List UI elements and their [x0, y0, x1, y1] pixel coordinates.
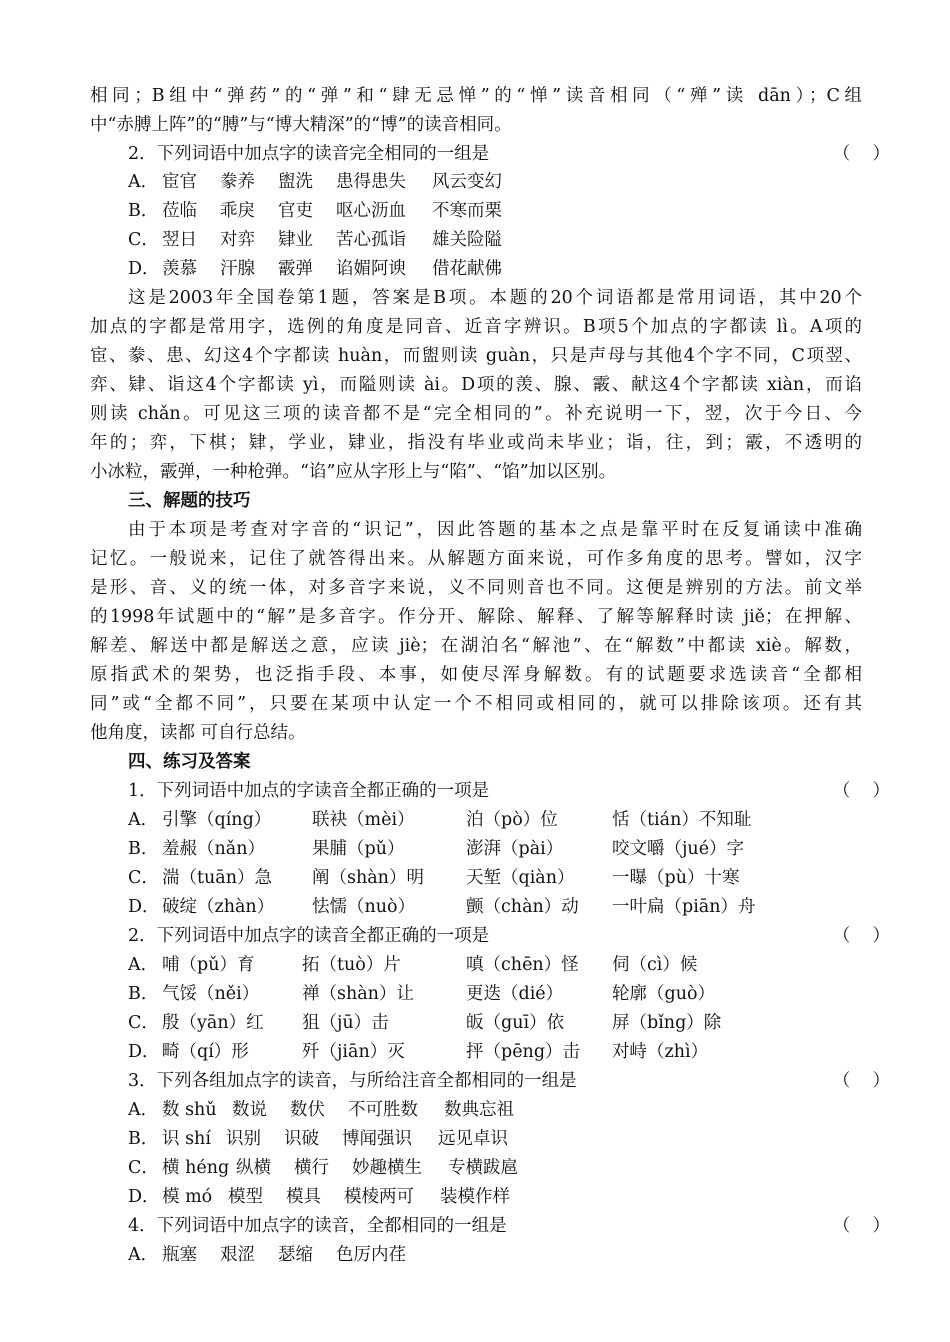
- paragraph-line: 这是2003年全国卷第1题，答案是B项。本题的20个词语都是常用词语，其中20个: [128, 288, 862, 308]
- paragraph-line: 小冰粒，霰弹，一种枪弹。“谄”应从字形上与“陷”、“馅”加以区别。: [90, 462, 617, 482]
- option-letter: B．: [128, 839, 159, 859]
- word: 果脯（pǔ）: [312, 839, 405, 859]
- word: 霰弹: [278, 259, 313, 279]
- paragraph-line: 年的；弈，下棋；肄，学业，肄业，指没有毕业或尚未毕业；诣，往，到；霰，不透明的: [90, 433, 862, 453]
- word: 一叶扁（piān）舟: [612, 897, 756, 917]
- word: 莅临: [162, 201, 197, 221]
- paragraph-line: 解差、解送中都是解送之意，应读 jiè；在湖泊名“解池”、在“解数”中都读 xiè。解数，: [90, 636, 862, 656]
- word: 患得患失: [336, 172, 406, 192]
- paragraph-line: 中“赤膊上阵”的“膊”与“博大精深”的“博”的读音相同。: [90, 115, 512, 135]
- option-letter: C．: [128, 1158, 159, 1178]
- ex3-option-c: [128, 1154, 900, 1183]
- paragraph-line: 同”或“全都不同”，只要在某项中认定一个不相同或相同的，就可以排除该项。还有其: [90, 694, 862, 714]
- ex1-option-b: [128, 835, 900, 864]
- paragraph-line: 的1998年试题中的“解”是多音字。作分开、解除、解释、了解等解释时读 jiě；在押解、: [90, 607, 862, 627]
- word: 乖戾: [220, 201, 255, 221]
- option-letter: D．: [128, 1042, 160, 1062]
- answer-paren: （ ）: [832, 1216, 890, 1236]
- paragraph-line: 则读 chǎn。可见这三项的读音都不是“完全相同的”。补充说明一下，翌，次于今日、今: [90, 404, 862, 424]
- word: 屏（bǐng）除: [612, 1013, 722, 1033]
- option-letter: A．: [128, 810, 159, 830]
- ex2-option-c: [128, 1009, 900, 1038]
- word: 对峙（zhì）: [612, 1042, 709, 1062]
- word: 翌日: [162, 230, 197, 250]
- word: 雄关险隘: [432, 230, 502, 250]
- paragraph-line: 是形、音、义的统一体，对多音字来说，义不同则音也不同。这便是辨别的方法。前文举: [90, 578, 862, 598]
- word: 歼（jiān）灭: [302, 1042, 405, 1062]
- word: 横行: [294, 1158, 329, 1178]
- ex2-option-a: [128, 951, 900, 980]
- option-letter: B．: [128, 984, 159, 1004]
- ex3-option-b: [128, 1125, 900, 1154]
- word: 数说: [232, 1100, 267, 1120]
- word: 轮廓（guò）: [612, 984, 716, 1004]
- word: 盥洗: [278, 172, 313, 192]
- word: 禅（shàn）让: [302, 984, 414, 1004]
- word: 气馁（něi）: [162, 984, 260, 1004]
- paragraph-line: 他角度，读都 可自行总结。: [90, 723, 306, 743]
- q2-option-b: [128, 197, 900, 226]
- q2-option-a: [128, 168, 900, 197]
- ex3-option-a: [128, 1096, 900, 1125]
- word: 哺（pǔ）育: [162, 955, 255, 975]
- q2-option-d: [128, 255, 900, 284]
- word: 装模作样: [440, 1187, 510, 1207]
- word: 远见卓识: [438, 1129, 508, 1149]
- word: 数伏: [290, 1100, 325, 1120]
- word: 瓶塞: [162, 1245, 197, 1265]
- option-letter: A．: [128, 955, 159, 975]
- word: 破绽（zhàn）: [162, 897, 275, 917]
- word: 识破: [284, 1129, 319, 1149]
- paragraph-line: 记忆。一般说来，记住了就答得出来。从解题方面来说，可作多角度的思考。譬如，汉字: [90, 549, 862, 569]
- word: 汗腺: [220, 259, 255, 279]
- answer-paren: （ ）: [832, 781, 890, 801]
- word: 不寒而栗: [432, 201, 502, 221]
- word: 横 héng: [162, 1158, 230, 1178]
- word: 风云变幻: [432, 172, 502, 192]
- word: 湍（tuān）急: [162, 868, 273, 888]
- option-letter: B．: [128, 1129, 159, 1149]
- word: 专横跋扈: [448, 1158, 518, 1178]
- option-letter: C．: [128, 230, 159, 250]
- word: 更迭（dié）: [466, 984, 564, 1004]
- word: 模型: [228, 1187, 263, 1207]
- word: 对弈: [220, 230, 255, 250]
- word: 咬文嚼（jué）字: [612, 839, 745, 859]
- option-letter: D．: [128, 1187, 160, 1207]
- ex4-option-a: [128, 1241, 900, 1270]
- word: 狙（jū）击: [302, 1013, 389, 1033]
- word: 殷（yān）红: [162, 1013, 264, 1033]
- exercise-2-title: 2．下列词语中加点字的读音全都正确的一项是: [128, 926, 490, 946]
- paragraph-line: 由于本项是考查对字音的“识记”，因此答题的基本之点是靠平时在反复诵读中准确: [128, 520, 862, 540]
- option-letter: A．: [128, 1100, 159, 1120]
- word: 模具: [286, 1187, 321, 1207]
- word: 宦官: [162, 172, 197, 192]
- word: 阐（shàn）明: [312, 868, 424, 888]
- option-letter: D．: [128, 259, 160, 279]
- ex1-option-c: [128, 864, 900, 893]
- ex1-option-d: [128, 893, 900, 922]
- word: 天堑（qiàn）: [466, 868, 575, 888]
- section-heading: 三、解题的技巧: [128, 491, 251, 511]
- word: 羡慕: [162, 259, 197, 279]
- word: 嗔（chēn）怪: [466, 955, 579, 975]
- word: 引擎（qíng）: [162, 810, 272, 830]
- ex2-option-d: [128, 1038, 900, 1067]
- answer-paren: （ ）: [832, 144, 890, 164]
- exercise-1-title: 1．下列词语中加点的字读音全都正确的一项是: [128, 781, 490, 801]
- option-letter: D．: [128, 897, 160, 917]
- option-letter: C．: [128, 868, 159, 888]
- q2-option-c: [128, 226, 900, 255]
- word: 肄业: [278, 230, 313, 250]
- word: 怯懦（nuò）: [312, 897, 416, 917]
- paragraph-line: 宦、豢、患、幻这4个字都读 huàn，而盥则读 guàn，只是声母与其他4个字不同，C项翌、: [90, 346, 862, 366]
- word: 官吏: [278, 201, 313, 221]
- word: 拓（tuò）片: [302, 955, 401, 975]
- word: 畸（qí）形: [162, 1042, 249, 1062]
- word: 泊（pò）位: [466, 810, 558, 830]
- word: 借花献佛: [432, 259, 502, 279]
- paragraph-line: 原指武术的架势，也泛指手段、本事，如使尽浑身解数。有的试题要求选读音“全都相: [90, 665, 862, 685]
- paragraph-line: 相同；B组中“弹药”的“弹”和“肆无忌惮”的“惮”读音相同（“殚”读 dān）；C组: [90, 86, 862, 106]
- option-letter: C．: [128, 1013, 159, 1033]
- word: 联袂（mèi）: [312, 810, 415, 830]
- word: 识 shí: [162, 1129, 211, 1149]
- word: 呕心沥血: [336, 201, 406, 221]
- word: 羞赧（nǎn）: [162, 839, 265, 859]
- option-letter: B．: [128, 201, 159, 221]
- exercise-3-title: 3．下列各组加点字的读音，与所给注音全都相同的一组是: [128, 1071, 577, 1091]
- word: 数典忘祖: [444, 1100, 514, 1120]
- paragraph-line: 加点的字都是常用字，选例的角度是同音、近音字辨识。B项5个加点的字都读 lì。A项的: [90, 317, 862, 337]
- word: 识别: [226, 1129, 261, 1149]
- word: 颤（chàn）动: [466, 897, 579, 917]
- word: 色厉内荏: [336, 1245, 406, 1265]
- answer-paren: （ ）: [832, 926, 890, 946]
- option-letter: A．: [128, 172, 159, 192]
- word: 妙趣横生: [352, 1158, 422, 1178]
- word: 恬（tián）不知耻: [612, 810, 752, 830]
- word: 模 mó: [162, 1187, 213, 1207]
- option-letter: A．: [128, 1245, 159, 1265]
- word: 一曝（pù）十寒: [612, 868, 740, 888]
- word: 苦心孤诣: [336, 230, 406, 250]
- ex1-option-a: [128, 806, 900, 835]
- word: 抨（pēng）击: [466, 1042, 581, 1062]
- word: 皈（guī）依: [466, 1013, 565, 1033]
- word: 纵横: [236, 1158, 271, 1178]
- exercise-4-title: 4．下列词语中加点字的读音，全都相同的一组是: [128, 1216, 507, 1236]
- section-heading: 四、练习及答案: [128, 752, 251, 772]
- question-2-title: 2．下列词语中加点字的读音完全相同的一组是: [128, 144, 490, 164]
- word: 模棱两可: [344, 1187, 414, 1207]
- word: 数 shǔ: [162, 1100, 217, 1120]
- ex2-option-b: [128, 980, 900, 1009]
- word: 不可胜数: [348, 1100, 418, 1120]
- word: 伺（cì）候: [612, 955, 698, 975]
- ex3-option-d: [128, 1183, 900, 1212]
- word: 谄媚阿谀: [336, 259, 406, 279]
- word: 艰涩: [220, 1245, 255, 1265]
- word: 瑟缩: [278, 1245, 313, 1265]
- word: 博闻强识: [342, 1129, 412, 1149]
- word: 豢养: [220, 172, 255, 192]
- answer-paren: （ ）: [832, 1071, 890, 1091]
- word: 澎湃（pài）: [466, 839, 564, 859]
- paragraph-line: 弈、肄、诣这4个字都读 yì，而隘则读 ài。D项的羡、腺、霰、献这4个字都读 xiàn，而谄: [90, 375, 862, 395]
